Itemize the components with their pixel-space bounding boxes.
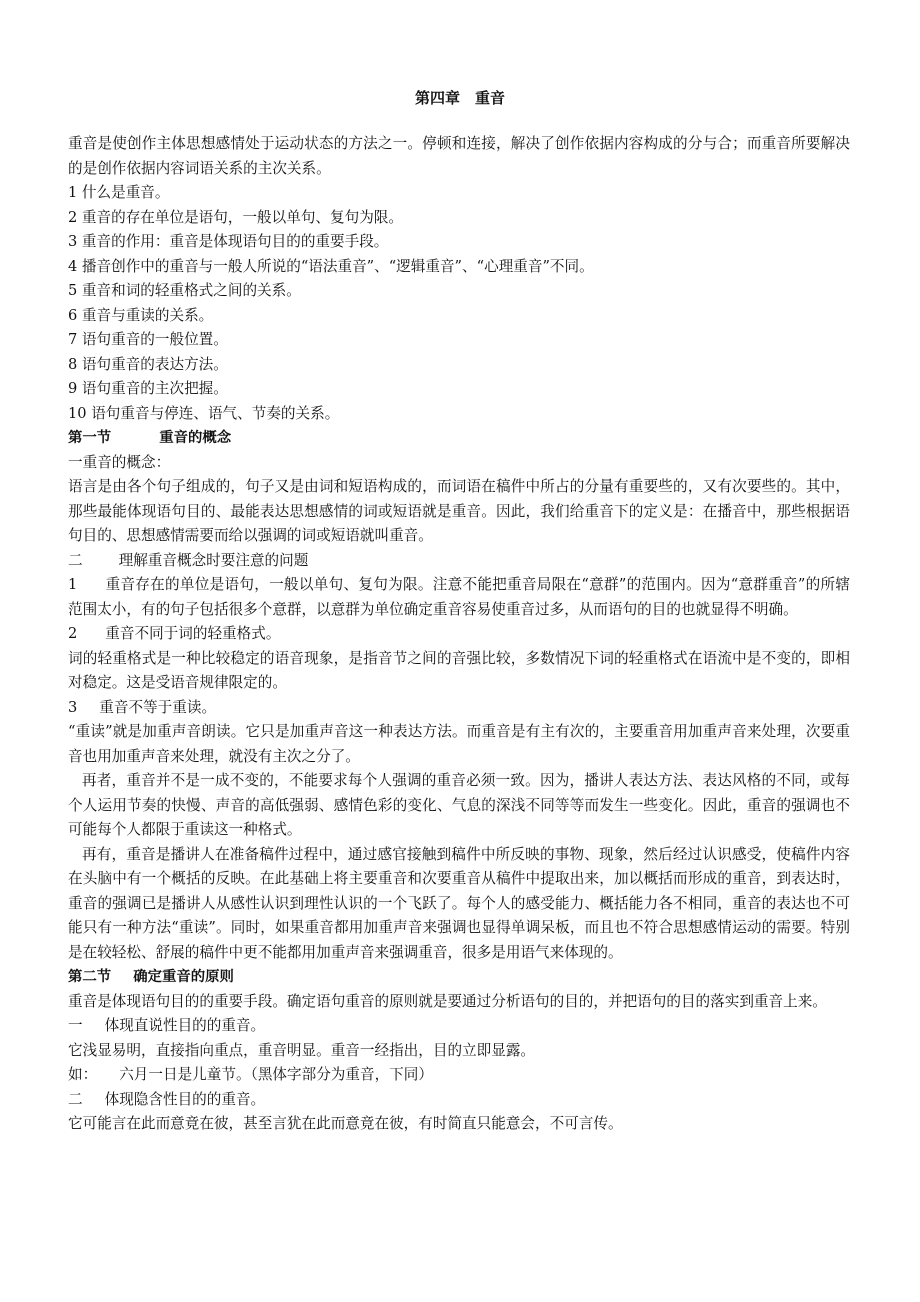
point-3-paragraph: “重读”就是加重声音朗读。它只是加重声音这一种表达方法。而重音是有主有次的，主要重音用加重声音来处理，次要重音也用加重声音来处理，就没有主次之分了。 — [68, 723, 850, 765]
paragraph-furthermore: 再有，重音是播讲人在准备稿件过程中，通过感官接触到稿件中所反映的事物、现象，然后经过认识感受，使稿件内容在头脑中有一个概括的反映。在此基础上将主要重音和次要重音从稿件中提取出来，加以概括而形成的重音，到表达时，重音的强调已是播讲人从感性认识到理性认识的一个飞跃了。每个人的感受能力、概括能力各不相同，重音的表达也不可能只有一种方法“重读”。同时，如果重音都用加重声音来强调也显得单调呆板，而且也不符合思想感情运动的需要。特别是在较轻松、舒展的稿件中更不能都用加重声音来强调重音，很多是用语气来体现的。 — [68, 845, 850, 961]
example-line — [68, 1063, 850, 1088]
section2-intro: 重音是体现语句目的的重要手段。确定语句重音的原则就是要通过分析语句的目的，并把语句的目的落实到重音上来。 — [68, 992, 827, 1010]
point-2-heading — [68, 622, 850, 647]
section2-heading — [68, 965, 850, 990]
section2-number: 第二节 — [68, 969, 112, 985]
section2-title: 确定重音的原则 — [133, 969, 234, 985]
outline-item: 9 语句重音的主次把握。 — [68, 380, 228, 397]
section1-heading — [68, 426, 850, 451]
outline-item: 7 语句重音的一般位置。 — [68, 331, 228, 348]
outline-item: 3 重音的作用：重音是体现语句目的的重要手段。 — [68, 233, 389, 250]
section2-subheading-2 — [68, 1088, 850, 1113]
point-text: 重音不等于重读。 — [99, 698, 217, 716]
paragraph-moreover: 再者，重音并不是一成不变的，不能要求每个人强调的重音必须一致。因为，播讲人表达方法、表达风格的不同，或每个人运用节奏的快慢、声音的高低强弱、感情色彩的变化、气息的深浅不同等等而发生一些变化。因此，重音的强调也不可能每个人都限于重读这一种格式。 — [68, 772, 850, 838]
subheading-text: 理解重音概念时要注意的问题 — [118, 551, 309, 569]
intro-paragraph: 重音是使创作主体思想感情处于运动状态的方法之一。停顿和连接，解决了创作依据内容构成的分与合；而重音所要解决的是创作依据内容词语关系的主次关系。 — [68, 135, 850, 177]
outline-item: 5 重音和词的轻重格式之间的关系。 — [68, 282, 301, 299]
outline-item: 6 重音与重读的关系。 — [68, 306, 214, 324]
section2-text-1: 它浅显易明，直接指向重点，重音明显。重音一经指出，目的立即显露。 — [68, 1041, 536, 1059]
chapter-title: 第四章 重音 — [414, 89, 505, 107]
section1-title: 重音的概念 — [159, 430, 232, 446]
point-number: 1 — [68, 576, 78, 593]
subheading-text: 体现隐含性目的的重音。 — [104, 1090, 266, 1108]
outline-item: 2 重音的存在单位是语句，一般以单句、复句为限。 — [68, 208, 403, 226]
section1-subheading-1: 一重音的概念： — [68, 453, 171, 471]
example-text: 六月一日是儿童节。（黑体字部分为重音，下同） — [119, 1066, 433, 1083]
outline-item: 10 语句重音与停连、语气、节奏的关系。 — [68, 404, 340, 422]
document-body — [68, 132, 850, 1137]
point-3-heading — [68, 696, 850, 721]
example-label: 如： — [68, 1066, 98, 1083]
point-number: 2 — [68, 625, 78, 642]
point-1-paragraph — [68, 573, 850, 622]
point-number: 3 — [68, 698, 78, 716]
section1-number: 第一节 — [68, 430, 112, 446]
subheading-text: 体现直说性目的的重音。 — [104, 1017, 266, 1034]
point-2-paragraph: 词的轻重格式是一种比较稳定的语音现象，是指音节之间的音强比较，多数情况下词的轻重格式在语流中是不变的，即相对稳定。这是受语音规律限定的。 — [68, 649, 850, 691]
outline-item: 1 什么是重音。 — [68, 184, 170, 201]
subheading-number: 一 — [68, 1017, 83, 1034]
subheading-number: 二 — [68, 1090, 83, 1108]
definition-paragraph: 语言是由各个句子组成的，句子又是由词和短语构成的，而词语在稿件中所占的分量有重要些的，又有次要些的。其中，那些最能体现语句目的、最能表达思想感情的词或短语就是重音。因此，我们给重音下的定义是：在播音中，那些根据语句目的、思想感情需要而给以强调的词或短语就叫重音。 — [68, 478, 850, 544]
section2-subheading-1 — [68, 1014, 850, 1039]
section1-subheading-2 — [68, 549, 850, 574]
section2-text-2: 它可能言在此而意竟在彼，甚至言犹在此而意竟在彼，有时简直只能意会，不可言传。 — [68, 1115, 623, 1132]
point-text: 重音不同于词的轻重格式。 — [105, 625, 281, 642]
subheading-number: 二 — [68, 551, 83, 569]
outline-item: 4 播音创作中的重音与一般人所说的“语法重音”、“逻辑重音”、“心理重音”不同。 — [68, 257, 594, 275]
point-text: 重音存在的单位是语句，一般以单句、复句为限。注意不能把重音局限在“意群”的范围内。因为“意群重音”的所辖范围太小，有的句子包括很多个意群，以意群为单位确定重音容易使重音过多，从而语句的目的也就显得不明确。 — [68, 576, 850, 618]
outline-item: 8 语句重音的表达方法。 — [68, 355, 228, 373]
